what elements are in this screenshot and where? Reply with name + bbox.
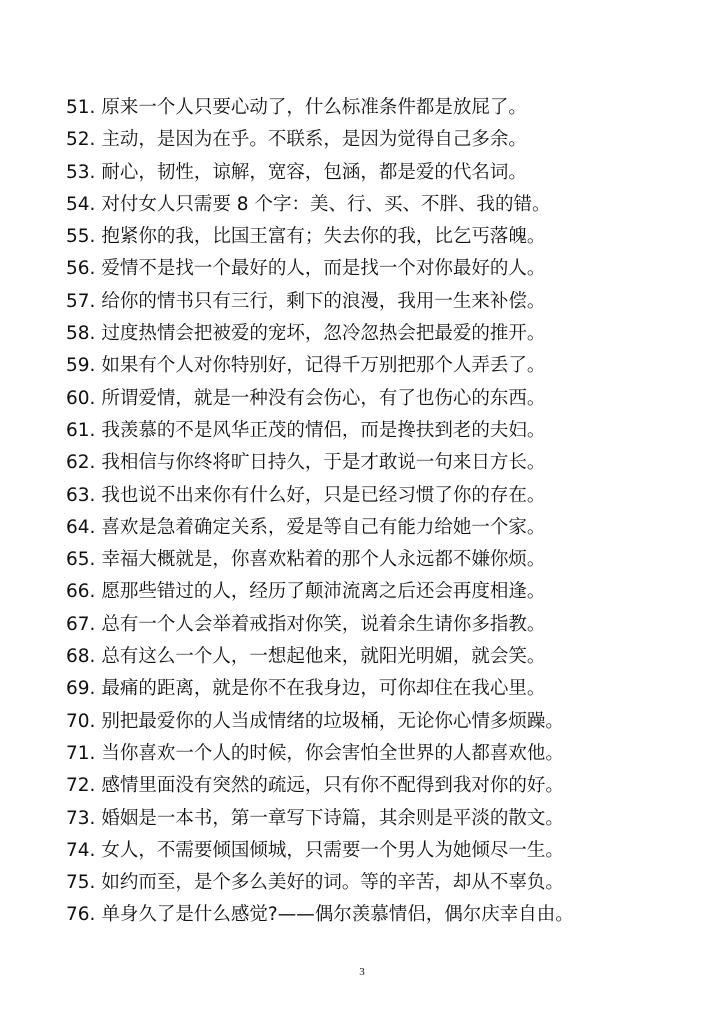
item-number: 65.: [66, 549, 96, 571]
item-text: 耐心，韧性，谅解，宽容，包涵，都是爱的代名词。: [101, 161, 527, 183]
item-text: 我也说不出来你有什么好，只是已经习惯了你的存在。: [101, 484, 546, 506]
item-number: 71.: [66, 742, 96, 764]
item-text: 当你喜欢一个人的时候，你会害怕全世界的人都喜欢他。: [101, 742, 564, 764]
item-text: 主动，是因为在乎。不联系，是因为觉得自己多余。: [101, 129, 527, 151]
item-number: 51.: [66, 97, 96, 118]
item-number: 57.: [66, 290, 96, 312]
list-item: [66, 641, 706, 673]
item-number: 70.: [66, 710, 96, 732]
item-text: 如约而至，是个多么美好的词。等的辛苦，却从不辜负。: [101, 872, 564, 894]
item-number: 62.: [66, 452, 96, 474]
list-item: [66, 770, 706, 802]
item-text: 愿那些错过的人，经历了颠沛流离之后还会再度相逢。: [101, 581, 546, 603]
list-item: [66, 383, 706, 415]
item-number: 67.: [66, 613, 96, 635]
item-text: 给你的情书只有三行，剩下的浪漫，我用一生来补偿。: [101, 290, 546, 312]
item-text: 总有这么一个人，一想起他来，就阳光明媚，就会笑。: [101, 646, 546, 668]
list-item: [66, 157, 706, 189]
item-number: 64.: [66, 516, 96, 538]
list-item: [66, 544, 706, 576]
list-item: [66, 318, 706, 350]
item-number: 73.: [66, 807, 96, 829]
item-text: 我羡慕的不是风华正茂的情侣，而是搀扶到老的夫妇。: [101, 419, 546, 441]
item-text: 抱紧你的我，比国王富有；失去你的我，比乞丐落魄。: [101, 226, 546, 248]
item-number: 61.: [66, 419, 96, 441]
list-item: [66, 253, 706, 285]
list-item: [66, 738, 706, 770]
item-number: 76.: [66, 904, 96, 926]
item-text: 我相信与你终将旷日持久，于是才敢说一句来日方长。: [101, 452, 546, 474]
item-number: 53.: [66, 161, 96, 183]
item-text: 原来一个人只要心动了，什么标准条件都是放屁了。: [101, 97, 527, 118]
list-item: [66, 609, 706, 641]
item-text: 所谓爱情，就是一种没有会伤心，有了也伤心的东西。: [101, 387, 546, 409]
list-item: [66, 480, 706, 512]
list-item: [66, 447, 706, 479]
list-item: [66, 286, 706, 318]
item-number: 58.: [66, 323, 96, 345]
item-number: 66.: [66, 581, 96, 603]
list-item: [66, 92, 706, 124]
list-item: [66, 673, 706, 705]
list-item: [66, 899, 706, 931]
item-number: 52.: [66, 129, 96, 151]
item-text: 总有一个人会举着戒指对你笑，说着余生请你多指教。: [101, 613, 546, 635]
list-item: [66, 189, 706, 221]
item-text: 女人，不需要倾国倾城，只需要一个男人为她倾尽一生。: [101, 839, 564, 861]
item-number: 63.: [66, 484, 96, 506]
item-number: 68.: [66, 646, 96, 668]
item-text: 过度热情会把被爱的宠坏，忽冷忽热会把最爱的推开。: [101, 323, 546, 345]
list-item: [66, 350, 706, 382]
page-number: 3: [359, 966, 365, 978]
item-text: 最痛的距离，就是你不在我身边，可你却住在我心里。: [101, 678, 546, 700]
list-item: [66, 221, 706, 253]
list-item: [66, 512, 706, 544]
list-item: [66, 867, 706, 899]
item-number: 59.: [66, 355, 96, 377]
item-text: 幸福大概就是，你喜欢粘着的那个人永远都不嫌你烦。: [101, 549, 546, 571]
list-item: [66, 576, 706, 608]
item-text: 单身久了是什么感觉?——偶尔羡慕情侣，偶尔庆幸自由。: [101, 904, 574, 926]
list-item: [66, 124, 706, 156]
item-number: 54.: [66, 193, 96, 215]
item-number: 60.: [66, 387, 96, 409]
item-text: 别把最爱你的人当成情绪的垃圾桶，无论你心情多烦躁。: [101, 710, 564, 732]
quote-list: [66, 92, 706, 932]
item-text: 喜欢是急着确定关系，爱是等自己有能力给她一个家。: [101, 516, 546, 538]
item-number: 74.: [66, 839, 96, 861]
item-text: 感情里面没有突然的疏远，只有你不配得到我对你的好。: [101, 775, 564, 797]
item-text: 如果有个人对你特别好，记得千万别把那个人弄丢了。: [101, 355, 546, 377]
list-item: [66, 706, 706, 738]
list-item: [66, 803, 706, 835]
item-number: 69.: [66, 678, 96, 700]
list-item: [66, 835, 706, 867]
item-number: 55.: [66, 226, 96, 248]
list-item: [66, 415, 706, 447]
item-number: 56.: [66, 258, 96, 280]
item-number: 75.: [66, 872, 96, 894]
item-text: 爱情不是找一个最好的人，而是找一个对你最好的人。: [101, 258, 546, 280]
item-number: 72.: [66, 775, 96, 797]
item-text: 对付女人只需要 8 个字：美、行、买、不胖、我的错。: [101, 193, 551, 215]
item-text: 婚姻是一本书，第一章写下诗篇，其余则是平淡的散文。: [101, 807, 564, 829]
